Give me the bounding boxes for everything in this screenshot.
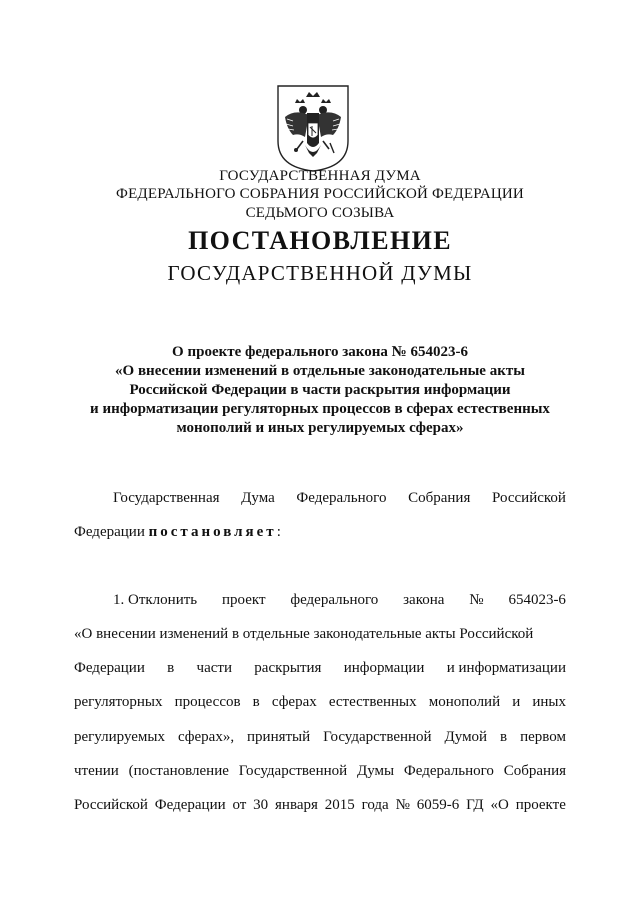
preamble-line-1 [113,488,566,508]
word: (постановление [128,763,229,779]
word: сферах», [177,729,235,745]
preamble-verb: постановляет [148,524,277,540]
header-line-2: ФЕДЕРАЛЬНОГО СОБРАНИЯ РОССИЙСКОЙ ФЕДЕРАЦИИ [116,186,524,202]
paragraph-1-line-3 [74,658,566,678]
subject-line-3: Российской Федерации в части раскрытия информации [129,382,511,398]
word: в [167,660,175,676]
word: «О [490,797,509,813]
paragraph-1-line-6 [74,761,566,781]
word: года [361,797,389,813]
word: 30 [253,797,269,813]
word: Государственной [323,729,432,745]
word: 2015 [324,797,355,813]
word: принятый [247,729,311,745]
subject-line-4: и информатизации регуляторных процессов в сферах естественных [90,401,550,417]
paragraph-1-line-5 [74,727,566,747]
word: 1. Отклонить [113,592,198,608]
header-line-3: СЕДЬМОГО СОЗЫВА [245,205,395,221]
word: Думой [444,729,488,745]
word: сферах [271,694,317,710]
document-title: ПОСТАНОВЛЕНИЕ [188,226,452,255]
paragraph-1-line-7 [74,795,566,815]
preamble-word: Государственная [113,490,220,506]
word: чтении [74,763,119,779]
preamble-line-2-start: Федерации [74,524,149,540]
word: иных [532,694,566,710]
word: процессов [174,694,241,710]
word: и [512,694,521,710]
word: части [196,660,232,676]
word: Думы [356,763,395,779]
coat-of-arms-icon [275,83,351,173]
paragraph-1-line-1 [113,590,566,610]
word: и информатизации [446,660,566,676]
document-subtitle: ГОСУДАРСТВЕННОЙ ДУМЫ [167,261,473,285]
word: первом [520,729,566,745]
word: от [232,797,247,813]
word: ГД [466,797,484,813]
word: проект [221,592,266,608]
preamble-word: Российской [492,490,566,506]
preamble-line-2 [74,522,566,542]
word: проекте [515,797,566,813]
preamble-word: Дума [241,490,275,506]
subject-line-2: «О внесении изменений в отдельные законодательные акты [115,363,525,379]
word: Федерации [74,660,145,676]
word: 6059-6 [416,797,460,813]
preamble-word: Федерального [296,490,387,506]
preamble-line-2-end: : [276,524,281,540]
word: федерального [290,592,379,608]
word: Федерации [154,797,226,813]
word: 654023-6 [508,592,566,608]
word: естественных [328,694,417,710]
word: информации [343,660,425,676]
header-line-1: ГОСУДАРСТВЕННАЯ ДУМА [219,168,421,184]
word: Собрания [503,763,566,779]
word: регуляторных [74,694,163,710]
word: в [252,694,260,710]
preamble-word: Собрания [408,490,471,506]
word: Федерального [403,763,494,779]
word: № [395,797,410,813]
subject-line-5: монополий и иных регулируемых сферах» [176,420,464,436]
word: № [469,592,484,608]
word: регулируемых [74,729,165,745]
word: Российской [74,797,148,813]
word: января [275,797,318,813]
paragraph-1-line-2: «О внесении изменений в отдельные законодательные акты Российской [74,626,534,642]
word: в [500,729,508,745]
subject-line-1: О проекте федерального закона № 654023-6 [172,344,468,360]
word: Государственной [238,763,348,779]
word: закона [403,592,445,608]
paragraph-1-line-4 [74,692,566,712]
word: раскрытия [254,660,322,676]
word: монополий [428,694,501,710]
